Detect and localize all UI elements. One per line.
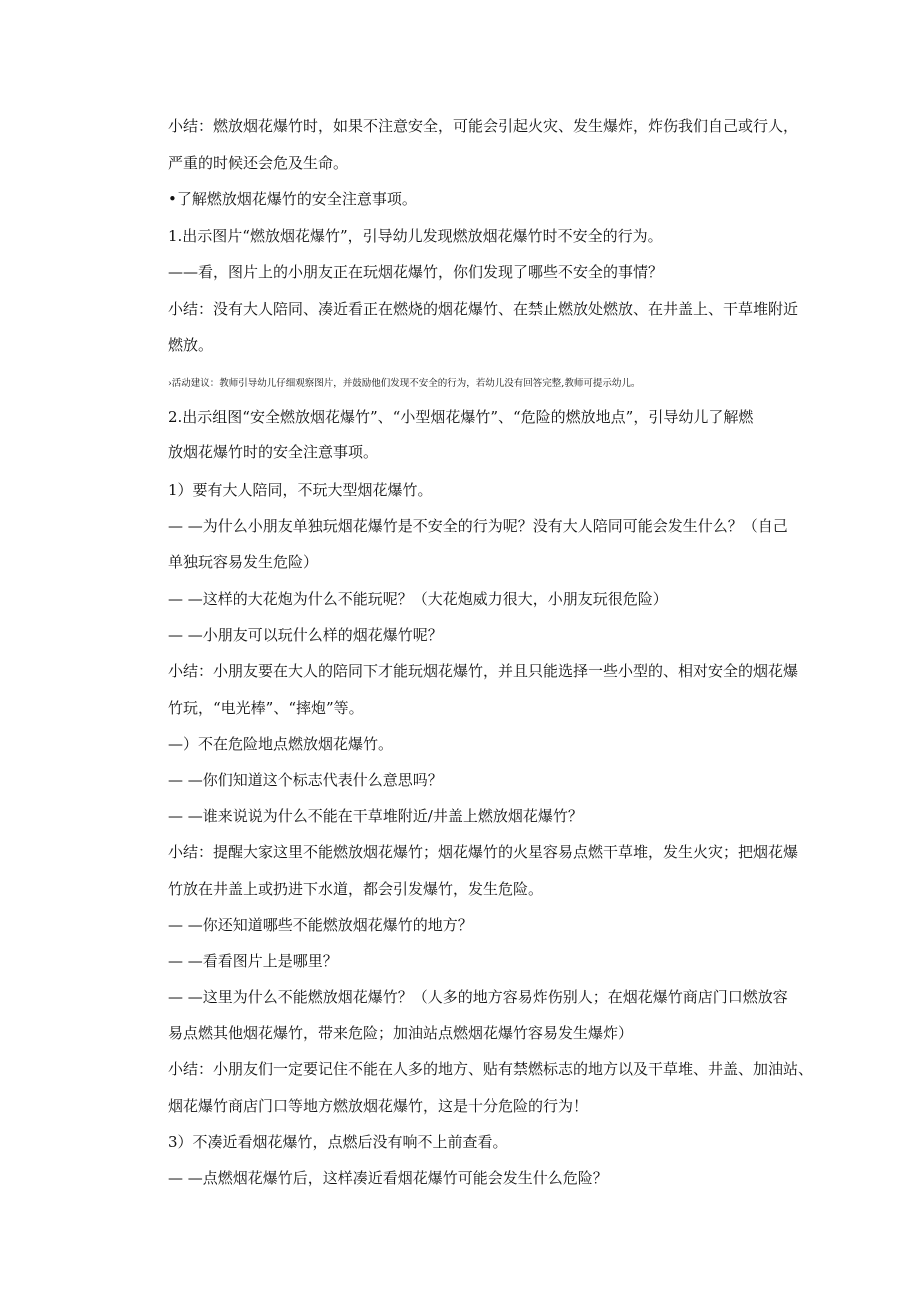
question-line: — —小朋友可以玩什么样的烟花爆竹呢？ bbox=[168, 626, 443, 644]
question-line: — —看看图片上是哪里？ bbox=[168, 952, 338, 970]
question-line: 单独玩容易发生危险） bbox=[168, 553, 319, 571]
summary-line: 小结：提醒大家这里不能燃放烟花爆竹；烟花爆竹的火星容易点燃干草堆，发生火灾；把烟花爆 bbox=[168, 843, 799, 861]
subsection-line: 1）要有大人陪同，不玩大型烟花爆竹。 bbox=[168, 481, 433, 499]
question-line: 易点燃其他烟花爆竹，带来危险；加油站点燃烟花爆竹容易发生爆炸） bbox=[168, 1024, 634, 1042]
subsection-line: 3）不凑近看烟花爆竹，点燃后没有响不上前查看。 bbox=[168, 1133, 508, 1151]
summary-line: 小结：燃放烟花爆竹时，如果不注意安全，可能会引起火灾、发生爆炸，炸伤我们自己或行人， bbox=[168, 117, 799, 135]
summary-line: 竹放在井盖上或扔进下水道，都会引发爆竹，发生危险。 bbox=[168, 880, 544, 898]
activity-note: ›活动建议：教师引导幼儿仔细观察图片，并鼓励他们发现不安全的行为，若幼儿没有回答完整,教师可提示幼儿。 bbox=[168, 378, 641, 389]
summary-line: 严重的时候还会危及生命。 bbox=[168, 154, 349, 172]
summary-line: 烟花爆竹商店门口等地方燃放烟花爆竹，这是十分危险的行为！ bbox=[168, 1097, 589, 1115]
question-line: — —这里为什么不能燃放烟花爆竹？（人多的地方容易炸伤别人；在烟花爆竹商店门口燃放容 bbox=[168, 988, 788, 1006]
question-line: ——看，图片上的小朋友正在玩烟花爆竹，你们发现了哪些不安全的事情？ bbox=[168, 263, 664, 281]
summary-line: 燃放。 bbox=[168, 336, 214, 354]
step-line: 放烟花爆竹时的安全注意事项。 bbox=[168, 443, 379, 461]
summary-line: 小结：没有大人陪同、凑近看正在燃烧的烟花爆竹、在禁止燃放处燃放、在井盖上、干草堆附近 bbox=[168, 300, 799, 318]
question-line: — —为什么小朋友单独玩烟花爆竹是不安全的行为呢？没有大人陪同可能会发生什么？（自己 bbox=[168, 517, 788, 535]
step-line: 2.出示组图“安全燃放烟花爆竹”、“小型烟花爆竹”、“危险的燃放地点”，引导幼儿了解燃 bbox=[168, 408, 754, 426]
step-line: 1.出示图片“燃放烟花爆竹”，引导幼儿发现燃放烟花爆竹时不安全的行为。 bbox=[168, 227, 663, 245]
question-line: — —这样的大花炮为什么不能玩呢？（大花炮威力很大，小朋友玩很危险） bbox=[168, 590, 668, 608]
question-line: — —点燃烟花爆竹后，这样凑近看烟花爆竹可能会发生什么危险？ bbox=[168, 1169, 608, 1187]
question-line: — —你还知道哪些不能燃放烟花爆竹的地方？ bbox=[168, 916, 473, 934]
summary-line: 竹玩，“电光棒”、“摔炮”等。 bbox=[168, 699, 364, 717]
summary-line: 小结：小朋友们一定要记住不能在人多的地方、贴有禁燃标志的地方以及干草堆、井盖、加油站、 bbox=[168, 1060, 814, 1078]
section-heading: •了解燃放烟花爆竹的安全注意事项。 bbox=[168, 190, 417, 208]
question-line: — —谁来说说为什么不能在干草堆附近/井盖上燃放烟花爆竹？ bbox=[168, 807, 583, 825]
summary-line: 小结：小朋友要在大人的陪同下才能玩烟花爆竹，并且只能选择一些小型的、相对安全的烟花爆 bbox=[168, 662, 799, 680]
subsection-line: —）不在危险地点燃放烟花爆竹。 bbox=[168, 735, 394, 753]
question-line: — —你们知道这个标志代表什么意思吗？ bbox=[168, 771, 443, 789]
